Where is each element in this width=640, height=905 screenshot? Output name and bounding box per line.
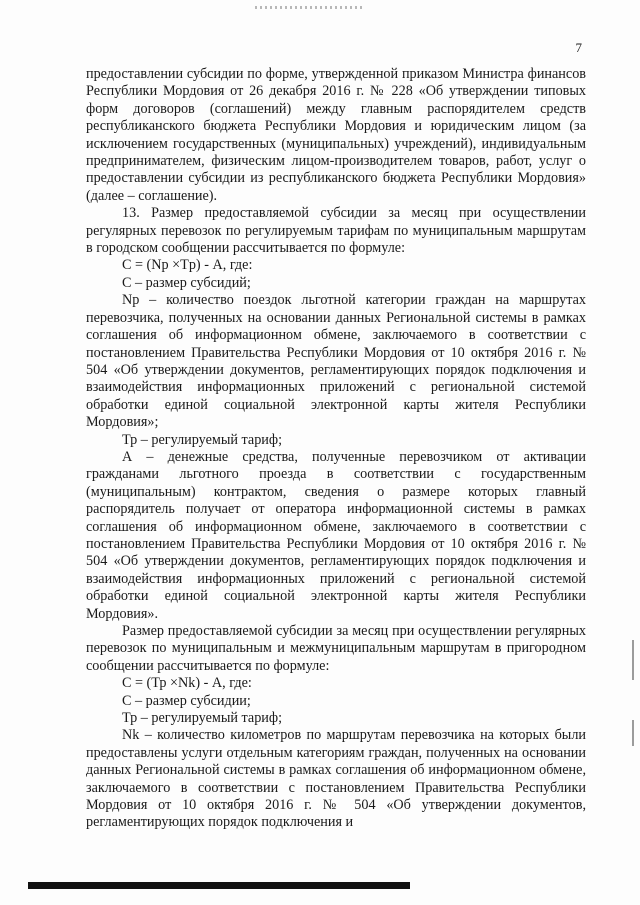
- scan-artifact-bottom-bar: [28, 882, 410, 889]
- document-body: [86, 66, 586, 832]
- page-number: 7: [575, 40, 582, 55]
- definition-tp-suburban: Тр – регулируемый тариф;: [122, 710, 283, 727]
- formula-suburban: С = (Тр ×Nk) - А, где:: [122, 675, 252, 692]
- scan-edge-mark: [632, 720, 634, 746]
- definition-tp-urban: Тр – регулируемый тариф;: [122, 431, 283, 448]
- scan-edge-mark: [632, 640, 634, 680]
- definition-c-urban: С – размер субсидий;: [122, 274, 251, 291]
- paragraph-agreement-continuation: предоставлении субсидии по форме, утвержденной приказом Министра финансов Республики Мордовия от 26 декабря 2016 г. № 228 «Об утверждении типовых форм договоров (соглашений) между главным распорядителем средств республиканского бюджета Республики Мордовия и юридическим лицом (за исключением государственных (муниципальных) учреждений), индивидуальным предпринимателем, физическим лицом-производителем товаров, работ, услуг о предоставлении субсидии из республиканского бюджета Республики Мордовия» (далее – соглашение).: [86, 66, 586, 204]
- definition-nk: Nk – количество километров по маршрутам перевозчика на которых были предоставлены услуги отдельным категориям граждан, полученных на основании данных Региональной системы в рамках соглашения об информационном обмене, заключаемого в соответствии с постановлением Правительства Республики Мордовия от 10 октября 2016 г. № 504 «Об утверждении документов, регламентирующих порядок подключения и: [86, 727, 586, 831]
- definition-a: А – денежные средства, полученные перевозчиком от активации гражданами льготного проезда в соответствии с государственным (муниципальным) контрактом, сведения о размере которых главный распорядитель получает от оператора информационной системы в рамках соглашения об информационном обмене, заключаемого в соответствии с постановлением Правительства Республики Мордовия от 10 октября 2016 г. № 504 «Об утверждении документов, регламентирующих порядок подключения и взаимодействия информационных приложений с региональной системой обработки единой социальной электронной карты жителя Республики Мордовия».: [86, 448, 586, 622]
- paragraph-suburban: Размер предоставляемой субсидии за месяц при осуществлении регулярных перевозок по муниципальным и межмуниципальным маршрутам в пригородном сообщении рассчитывается по формуле:: [86, 623, 586, 674]
- definition-c-suburban: С – размер субсидии;: [122, 692, 251, 709]
- formula-urban: С = (Np ×Tp) - A, где:: [122, 257, 253, 274]
- scan-artifact-top: [255, 6, 365, 9]
- paragraph-item-13: 13. Размер предоставляемой субсидии за месяц при осуществлении регулярных перевозок по регулируемым тарифам по муниципальным маршрутам в городском сообщении рассчитывается по формуле:: [86, 205, 586, 257]
- definition-np: Np – количество поездок льготной категории граждан на маршрутах перевозчика, полученных на основании данных Региональной системы в рамках соглашения об информационном обмене, заключаемого в соответствии с постановлением Правительства Республики Мордовия от 10 октября 2016 г. № 504 «Об утверждении документов, регламентирующих порядок подключения и взаимодействия информационных приложений с региональной системой обработки единой социальной электронной карты жителя Республики Мордовия»;: [86, 292, 586, 431]
